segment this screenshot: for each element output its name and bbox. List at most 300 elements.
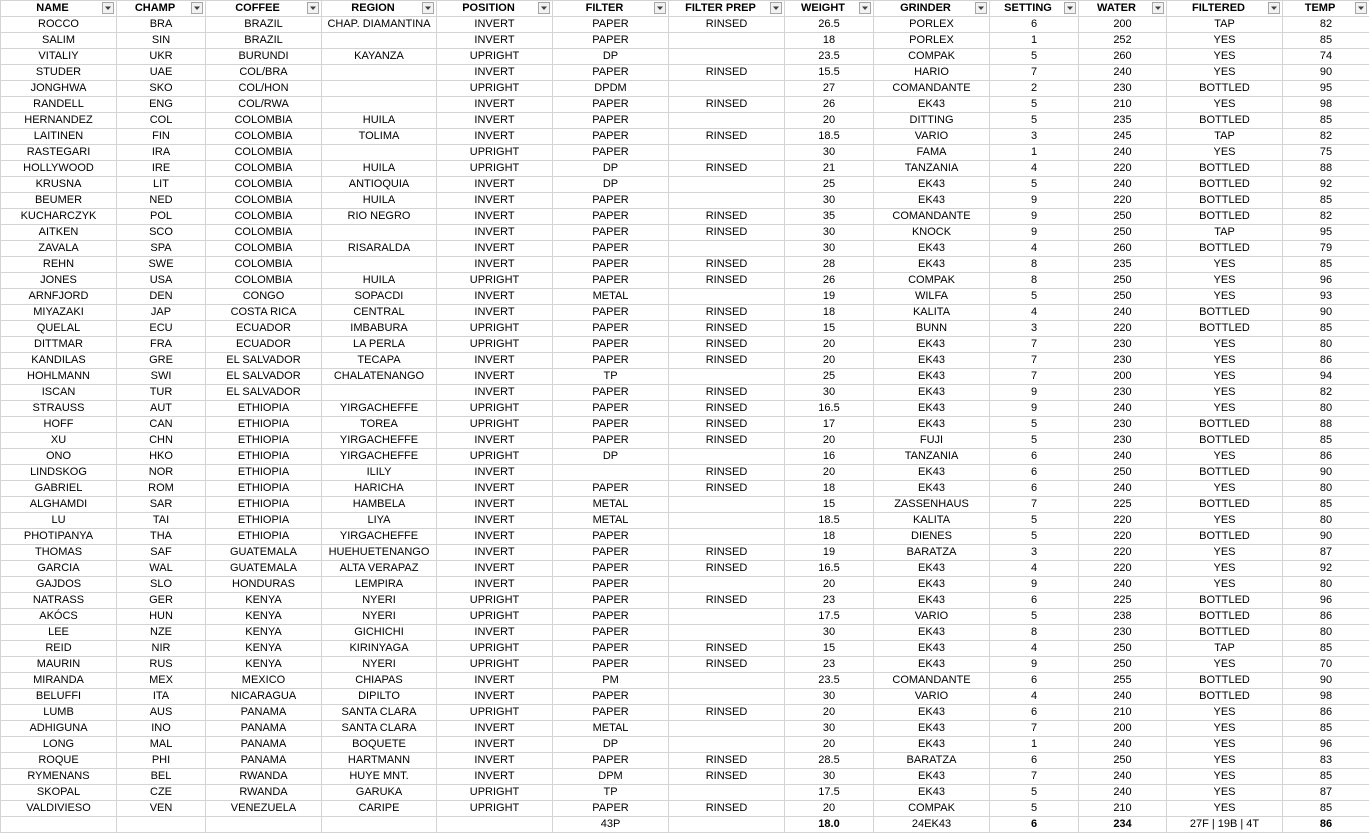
table-cell[interactable]: YES [1167, 49, 1283, 65]
table-cell[interactable]: GICHICHI [322, 625, 437, 641]
table-cell[interactable]: 235 [1079, 257, 1167, 273]
table-cell[interactable]: DP [553, 737, 669, 753]
table-cell[interactable]: 3 [990, 129, 1079, 145]
table-cell[interactable]: EK43 [874, 561, 990, 577]
table-cell[interactable]: EL SALVADOR [206, 369, 322, 385]
table-cell[interactable]: 5 [990, 433, 1079, 449]
table-cell[interactable]: 240 [1079, 577, 1167, 593]
table-cell[interactable]: ILILY [322, 465, 437, 481]
table-cell[interactable]: HKO [117, 449, 206, 465]
table-cell[interactable]: INVERT [437, 673, 553, 689]
table-cell[interactable]: 85 [1283, 433, 1369, 449]
table-cell[interactable]: UPRIGHT [437, 49, 553, 65]
table-cell[interactable]: INVERT [437, 737, 553, 753]
table-cell[interactable]: 95 [1283, 225, 1369, 241]
table-cell[interactable]: BRAZIL [206, 33, 322, 49]
table-cell[interactable]: 200 [1079, 721, 1167, 737]
table-cell[interactable]: COLOMBIA [206, 145, 322, 161]
table-cell[interactable]: INVERT [437, 257, 553, 273]
table-cell[interactable]: 5 [990, 417, 1079, 433]
table-cell[interactable]: 96 [1283, 737, 1369, 753]
table-cell[interactable]: 5 [990, 289, 1079, 305]
table-cell[interactable]: RINSED [669, 417, 785, 433]
table-cell[interactable]: PAPER [553, 113, 669, 129]
table-cell[interactable]: UPRIGHT [437, 145, 553, 161]
table-cell[interactable]: 30 [785, 241, 874, 257]
table-cell[interactable]: ECUADOR [206, 321, 322, 337]
table-cell[interactable]: CONGO [206, 289, 322, 305]
table-cell[interactable]: INVERT [437, 305, 553, 321]
table-cell[interactable]: SALIM [1, 33, 117, 49]
table-cell[interactable]: UPRIGHT [437, 593, 553, 609]
table-cell[interactable]: ECUADOR [206, 337, 322, 353]
table-cell[interactable]: KNOCK [874, 225, 990, 241]
table-cell[interactable]: LIT [117, 177, 206, 193]
table-cell[interactable]: EK43 [874, 193, 990, 209]
table-cell[interactable]: YES [1167, 657, 1283, 673]
table-cell[interactable]: PAPER [553, 561, 669, 577]
table-cell[interactable]: 21 [785, 161, 874, 177]
table-cell[interactable]: METAL [553, 721, 669, 737]
table-cell[interactable]: NZE [117, 625, 206, 641]
filter-dropdown-button[interactable] [307, 2, 319, 14]
table-cell[interactable]: EK43 [874, 257, 990, 273]
table-cell[interactable] [669, 241, 785, 257]
summary-cell[interactable] [322, 817, 437, 833]
table-cell[interactable] [669, 785, 785, 801]
table-cell[interactable]: 28 [785, 257, 874, 273]
table-cell[interactable]: GAJDOS [1, 577, 117, 593]
table-cell[interactable]: INVERT [437, 129, 553, 145]
summary-cell[interactable]: 18.0 [785, 817, 874, 833]
table-cell[interactable]: RINSED [669, 657, 785, 673]
table-cell[interactable]: 5 [990, 113, 1079, 129]
table-cell[interactable]: PAPER [553, 433, 669, 449]
table-cell[interactable]: HUN [117, 609, 206, 625]
table-cell[interactable]: 230 [1079, 417, 1167, 433]
table-cell[interactable]: PORLEX [874, 33, 990, 49]
table-cell[interactable]: YES [1167, 513, 1283, 529]
table-cell[interactable]: EK43 [874, 705, 990, 721]
table-cell[interactable]: BOTTLED [1167, 113, 1283, 129]
table-cell[interactable]: RUS [117, 657, 206, 673]
table-cell[interactable]: 1 [990, 33, 1079, 49]
table-cell[interactable]: INVERT [437, 385, 553, 401]
table-cell[interactable]: 3 [990, 321, 1079, 337]
table-cell[interactable]: RINSED [669, 481, 785, 497]
table-cell[interactable]: EK43 [874, 577, 990, 593]
table-cell[interactable]: 15 [785, 497, 874, 513]
table-cell[interactable]: 9 [990, 385, 1079, 401]
table-cell[interactable]: 240 [1079, 145, 1167, 161]
table-cell[interactable]: MIRANDA [1, 673, 117, 689]
table-cell[interactable]: EK43 [874, 241, 990, 257]
table-cell[interactable]: YES [1167, 145, 1283, 161]
table-cell[interactable]: INVERT [437, 577, 553, 593]
table-cell[interactable]: COMANDANTE [874, 209, 990, 225]
table-cell[interactable]: UAE [117, 65, 206, 81]
table-cell[interactable]: 75 [1283, 145, 1369, 161]
table-cell[interactable]: COLOMBIA [206, 177, 322, 193]
table-cell[interactable]: 90 [1283, 529, 1369, 545]
table-cell[interactable]: JONES [1, 273, 117, 289]
table-cell[interactable]: 85 [1283, 33, 1369, 49]
table-cell[interactable] [322, 225, 437, 241]
table-cell[interactable]: THOMAS [1, 545, 117, 561]
table-cell[interactable]: HUILA [322, 113, 437, 129]
table-cell[interactable]: PHI [117, 753, 206, 769]
table-cell[interactable]: COLOMBIA [206, 257, 322, 273]
table-cell[interactable]: BOTTLED [1167, 209, 1283, 225]
table-cell[interactable]: HUILA [322, 273, 437, 289]
table-cell[interactable]: 90 [1283, 465, 1369, 481]
table-cell[interactable]: BURUNDI [206, 49, 322, 65]
table-cell[interactable]: YES [1167, 257, 1283, 273]
table-cell[interactable]: 80 [1283, 337, 1369, 353]
table-cell[interactable]: 96 [1283, 273, 1369, 289]
table-cell[interactable]: KALITA [874, 513, 990, 529]
table-cell[interactable]: 15.5 [785, 65, 874, 81]
table-cell[interactable]: 8 [990, 257, 1079, 273]
table-cell[interactable]: 20 [785, 577, 874, 593]
table-cell[interactable]: NYERI [322, 609, 437, 625]
table-cell[interactable]: 82 [1283, 209, 1369, 225]
table-cell[interactable]: 20 [785, 353, 874, 369]
table-cell[interactable]: 210 [1079, 801, 1167, 817]
table-cell[interactable]: ETHIOPIA [206, 529, 322, 545]
table-cell[interactable]: INVERT [437, 561, 553, 577]
table-cell[interactable]: 90 [1283, 65, 1369, 81]
table-cell[interactable]: INVERT [437, 769, 553, 785]
table-cell[interactable]: 20 [785, 113, 874, 129]
table-cell[interactable]: 252 [1079, 33, 1167, 49]
table-cell[interactable]: DIENES [874, 529, 990, 545]
table-cell[interactable]: INVERT [437, 465, 553, 481]
table-cell[interactable]: 30 [785, 721, 874, 737]
table-cell[interactable]: 6 [990, 593, 1079, 609]
table-cell[interactable]: 80 [1283, 401, 1369, 417]
table-cell[interactable]: UPRIGHT [437, 657, 553, 673]
table-cell[interactable]: PAPER [553, 609, 669, 625]
table-cell[interactable]: YES [1167, 65, 1283, 81]
filter-dropdown-button[interactable] [654, 2, 666, 14]
table-cell[interactable]: TUR [117, 385, 206, 401]
table-cell[interactable]: SPA [117, 241, 206, 257]
table-cell[interactable] [322, 385, 437, 401]
table-cell[interactable]: BOTTLED [1167, 177, 1283, 193]
table-cell[interactable]: 86 [1283, 449, 1369, 465]
table-cell[interactable]: TOLIMA [322, 129, 437, 145]
table-cell[interactable]: METAL [553, 289, 669, 305]
table-cell[interactable]: EK43 [874, 481, 990, 497]
table-cell[interactable]: PM [553, 673, 669, 689]
table-cell[interactable]: YES [1167, 753, 1283, 769]
table-cell[interactable]: CHIAPAS [322, 673, 437, 689]
table-cell[interactable]: PAPER [553, 17, 669, 33]
table-cell[interactable]: INVERT [437, 241, 553, 257]
table-cell[interactable]: MIYAZAKI [1, 305, 117, 321]
table-cell[interactable]: 240 [1079, 689, 1167, 705]
table-cell[interactable]: 25 [785, 177, 874, 193]
table-cell[interactable]: UPRIGHT [437, 321, 553, 337]
table-cell[interactable]: KUCHARCZYK [1, 209, 117, 225]
table-cell[interactable]: RINSED [669, 209, 785, 225]
table-cell[interactable] [669, 529, 785, 545]
table-cell[interactable]: EK43 [874, 657, 990, 673]
table-cell[interactable]: INVERT [437, 289, 553, 305]
table-cell[interactable]: COL [117, 113, 206, 129]
table-cell[interactable]: 20 [785, 433, 874, 449]
table-cell[interactable]: 20 [785, 705, 874, 721]
table-cell[interactable]: NYERI [322, 657, 437, 673]
table-cell[interactable]: PAPER [553, 481, 669, 497]
table-cell[interactable]: 7 [990, 497, 1079, 513]
table-cell[interactable]: 30 [785, 385, 874, 401]
table-cell[interactable]: BOTTLED [1167, 161, 1283, 177]
table-cell[interactable]: PAPER [553, 225, 669, 241]
table-cell[interactable]: 16.5 [785, 561, 874, 577]
table-cell[interactable]: EK43 [874, 737, 990, 753]
table-cell[interactable]: ETHIOPIA [206, 513, 322, 529]
table-cell[interactable]: YIRGACHEFFE [322, 449, 437, 465]
table-cell[interactable]: EK43 [874, 721, 990, 737]
table-cell[interactable]: VEN [117, 801, 206, 817]
filter-dropdown-button[interactable] [538, 2, 550, 14]
table-cell[interactable]: 85 [1283, 769, 1369, 785]
table-cell[interactable]: PAPER [553, 97, 669, 113]
table-cell[interactable]: ADHIGUNA [1, 721, 117, 737]
table-cell[interactable]: FRA [117, 337, 206, 353]
table-cell[interactable]: UPRIGHT [437, 337, 553, 353]
table-cell[interactable]: BOTTLED [1167, 81, 1283, 97]
table-cell[interactable]: PAPER [553, 145, 669, 161]
table-cell[interactable]: 5 [990, 609, 1079, 625]
table-cell[interactable]: 230 [1079, 625, 1167, 641]
table-cell[interactable]: INVERT [437, 433, 553, 449]
table-cell[interactable] [669, 497, 785, 513]
table-cell[interactable]: ENG [117, 97, 206, 113]
table-cell[interactable]: RIO NEGRO [322, 209, 437, 225]
table-cell[interactable]: 35 [785, 209, 874, 225]
table-cell[interactable]: DITTING [874, 113, 990, 129]
table-cell[interactable]: 17.5 [785, 785, 874, 801]
table-cell[interactable]: 2 [990, 81, 1079, 97]
table-cell[interactable]: LEMPIRA [322, 577, 437, 593]
table-cell[interactable] [322, 65, 437, 81]
table-cell[interactable]: CHAP. DIAMANTINA [322, 17, 437, 33]
table-cell[interactable]: 90 [1283, 673, 1369, 689]
table-cell[interactable]: INVERT [437, 529, 553, 545]
table-cell[interactable]: 26.5 [785, 17, 874, 33]
table-cell[interactable]: USA [117, 273, 206, 289]
table-cell[interactable]: RINSED [669, 705, 785, 721]
table-cell[interactable]: HONDURAS [206, 577, 322, 593]
table-cell[interactable]: 4 [990, 161, 1079, 177]
table-cell[interactable]: EK43 [874, 625, 990, 641]
table-cell[interactable]: GER [117, 593, 206, 609]
table-cell[interactable]: COSTA RICA [206, 305, 322, 321]
table-cell[interactable]: 250 [1079, 753, 1167, 769]
table-cell[interactable]: INVERT [437, 209, 553, 225]
table-cell[interactable]: 27 [785, 81, 874, 97]
table-cell[interactable]: 18 [785, 481, 874, 497]
table-cell[interactable]: EL SALVADOR [206, 385, 322, 401]
table-cell[interactable]: 4 [990, 305, 1079, 321]
table-cell[interactable]: NED [117, 193, 206, 209]
table-cell[interactable]: GABRIEL [1, 481, 117, 497]
table-cell[interactable]: ANTIOQUIA [322, 177, 437, 193]
table-cell[interactable]: INVERT [437, 113, 553, 129]
table-cell[interactable]: 260 [1079, 241, 1167, 257]
table-cell[interactable]: ONO [1, 449, 117, 465]
table-cell[interactable] [669, 737, 785, 753]
table-cell[interactable]: 23.5 [785, 49, 874, 65]
table-cell[interactable]: HOFF [1, 417, 117, 433]
table-cell[interactable]: FAMA [874, 145, 990, 161]
table-cell[interactable]: PANAMA [206, 705, 322, 721]
table-cell[interactable]: RWANDA [206, 769, 322, 785]
table-cell[interactable]: SLO [117, 577, 206, 593]
table-cell[interactable]: BOTTLED [1167, 529, 1283, 545]
table-cell[interactable]: SKO [117, 81, 206, 97]
table-cell[interactable]: INVERT [437, 33, 553, 49]
table-cell[interactable]: CZE [117, 785, 206, 801]
table-cell[interactable]: PAPER [553, 689, 669, 705]
table-cell[interactable]: 220 [1079, 161, 1167, 177]
table-cell[interactable]: 238 [1079, 609, 1167, 625]
table-cell[interactable]: LINDSKOG [1, 465, 117, 481]
table-cell[interactable]: UPRIGHT [437, 449, 553, 465]
table-cell[interactable]: 250 [1079, 225, 1167, 241]
filter-dropdown-button[interactable] [1064, 2, 1076, 14]
table-cell[interactable]: AKÓCS [1, 609, 117, 625]
table-cell[interactable]: 220 [1079, 193, 1167, 209]
table-cell[interactable]: HUILA [322, 193, 437, 209]
table-cell[interactable]: INVERT [437, 545, 553, 561]
summary-cell[interactable] [1, 817, 117, 833]
table-cell[interactable]: BRAZIL [206, 17, 322, 33]
table-cell[interactable]: 20 [785, 737, 874, 753]
table-cell[interactable]: 255 [1079, 673, 1167, 689]
filter-dropdown-button[interactable] [859, 2, 871, 14]
table-cell[interactable]: ZAVALA [1, 241, 117, 257]
table-cell[interactable]: REID [1, 641, 117, 657]
table-cell[interactable]: COLOMBIA [206, 209, 322, 225]
table-cell[interactable]: AITKEN [1, 225, 117, 241]
table-cell[interactable]: JAP [117, 305, 206, 321]
table-cell[interactable] [553, 465, 669, 481]
table-cell[interactable]: 240 [1079, 401, 1167, 417]
table-cell[interactable]: 23.5 [785, 673, 874, 689]
table-cell[interactable]: 6 [990, 705, 1079, 721]
table-cell[interactable]: FIN [117, 129, 206, 145]
table-cell[interactable]: 250 [1079, 465, 1167, 481]
table-cell[interactable]: 250 [1079, 209, 1167, 225]
filter-dropdown-button[interactable] [770, 2, 782, 14]
table-cell[interactable]: 18.5 [785, 129, 874, 145]
table-cell[interactable]: GARCIA [1, 561, 117, 577]
table-cell[interactable]: 18.5 [785, 513, 874, 529]
table-cell[interactable]: RINSED [669, 225, 785, 241]
table-cell[interactable]: GUATEMALA [206, 561, 322, 577]
filter-dropdown-button[interactable] [102, 2, 114, 14]
table-cell[interactable]: YES [1167, 737, 1283, 753]
table-cell[interactable]: 94 [1283, 369, 1369, 385]
table-cell[interactable]: PAPER [553, 305, 669, 321]
table-cell[interactable]: 20 [785, 337, 874, 353]
table-cell[interactable]: VITALIY [1, 49, 117, 65]
table-cell[interactable]: RINSED [669, 545, 785, 561]
filter-dropdown-button[interactable] [1355, 2, 1367, 14]
table-cell[interactable]: REHN [1, 257, 117, 273]
table-cell[interactable]: 230 [1079, 81, 1167, 97]
table-cell[interactable]: RINSED [669, 353, 785, 369]
table-cell[interactable] [669, 369, 785, 385]
table-cell[interactable]: HARICHA [322, 481, 437, 497]
table-cell[interactable]: 8 [990, 625, 1079, 641]
table-cell[interactable]: 220 [1079, 513, 1167, 529]
table-cell[interactable]: COL/RWA [206, 97, 322, 113]
table-cell[interactable]: 16 [785, 449, 874, 465]
table-cell[interactable]: DP [553, 161, 669, 177]
table-cell[interactable]: SKOPAL [1, 785, 117, 801]
table-cell[interactable]: CHN [117, 433, 206, 449]
table-cell[interactable]: GRE [117, 353, 206, 369]
table-cell[interactable]: 240 [1079, 737, 1167, 753]
table-cell[interactable]: 80 [1283, 513, 1369, 529]
table-cell[interactable]: COL/BRA [206, 65, 322, 81]
table-cell[interactable]: 96 [1283, 593, 1369, 609]
table-cell[interactable]: RINSED [669, 129, 785, 145]
table-cell[interactable]: 85 [1283, 113, 1369, 129]
table-cell[interactable]: HOHLMANN [1, 369, 117, 385]
table-cell[interactable]: INVERT [437, 689, 553, 705]
table-cell[interactable]: BOTTLED [1167, 193, 1283, 209]
table-cell[interactable]: 26 [785, 97, 874, 113]
table-cell[interactable]: TAI [117, 513, 206, 529]
table-cell[interactable]: ISCAN [1, 385, 117, 401]
table-cell[interactable]: TECAPA [322, 353, 437, 369]
table-cell[interactable]: 5 [990, 97, 1079, 113]
table-cell[interactable]: EK43 [874, 401, 990, 417]
table-cell[interactable]: PHOTIPANYA [1, 529, 117, 545]
table-cell[interactable]: RINSED [669, 561, 785, 577]
table-cell[interactable]: 230 [1079, 385, 1167, 401]
table-cell[interactable] [669, 289, 785, 305]
table-cell[interactable]: HERNANDEZ [1, 113, 117, 129]
table-cell[interactable]: EK43 [874, 369, 990, 385]
table-cell[interactable] [669, 513, 785, 529]
table-cell[interactable] [669, 449, 785, 465]
table-cell[interactable]: 240 [1079, 65, 1167, 81]
table-cell[interactable]: INVERT [437, 369, 553, 385]
table-cell[interactable]: COMPAK [874, 49, 990, 65]
table-cell[interactable]: 200 [1079, 17, 1167, 33]
table-cell[interactable]: 82 [1283, 129, 1369, 145]
table-cell[interactable]: BOTTLED [1167, 305, 1283, 321]
table-cell[interactable]: 87 [1283, 545, 1369, 561]
table-cell[interactable] [322, 97, 437, 113]
table-cell[interactable]: 30 [785, 625, 874, 641]
table-cell[interactable]: COMPAK [874, 273, 990, 289]
table-cell[interactable]: ETHIOPIA [206, 481, 322, 497]
table-cell[interactable]: LEE [1, 625, 117, 641]
table-cell[interactable]: 85 [1283, 257, 1369, 273]
table-cell[interactable]: IMBABURA [322, 321, 437, 337]
table-cell[interactable]: 92 [1283, 177, 1369, 193]
table-cell[interactable]: PAPER [553, 129, 669, 145]
table-cell[interactable]: 17 [785, 417, 874, 433]
